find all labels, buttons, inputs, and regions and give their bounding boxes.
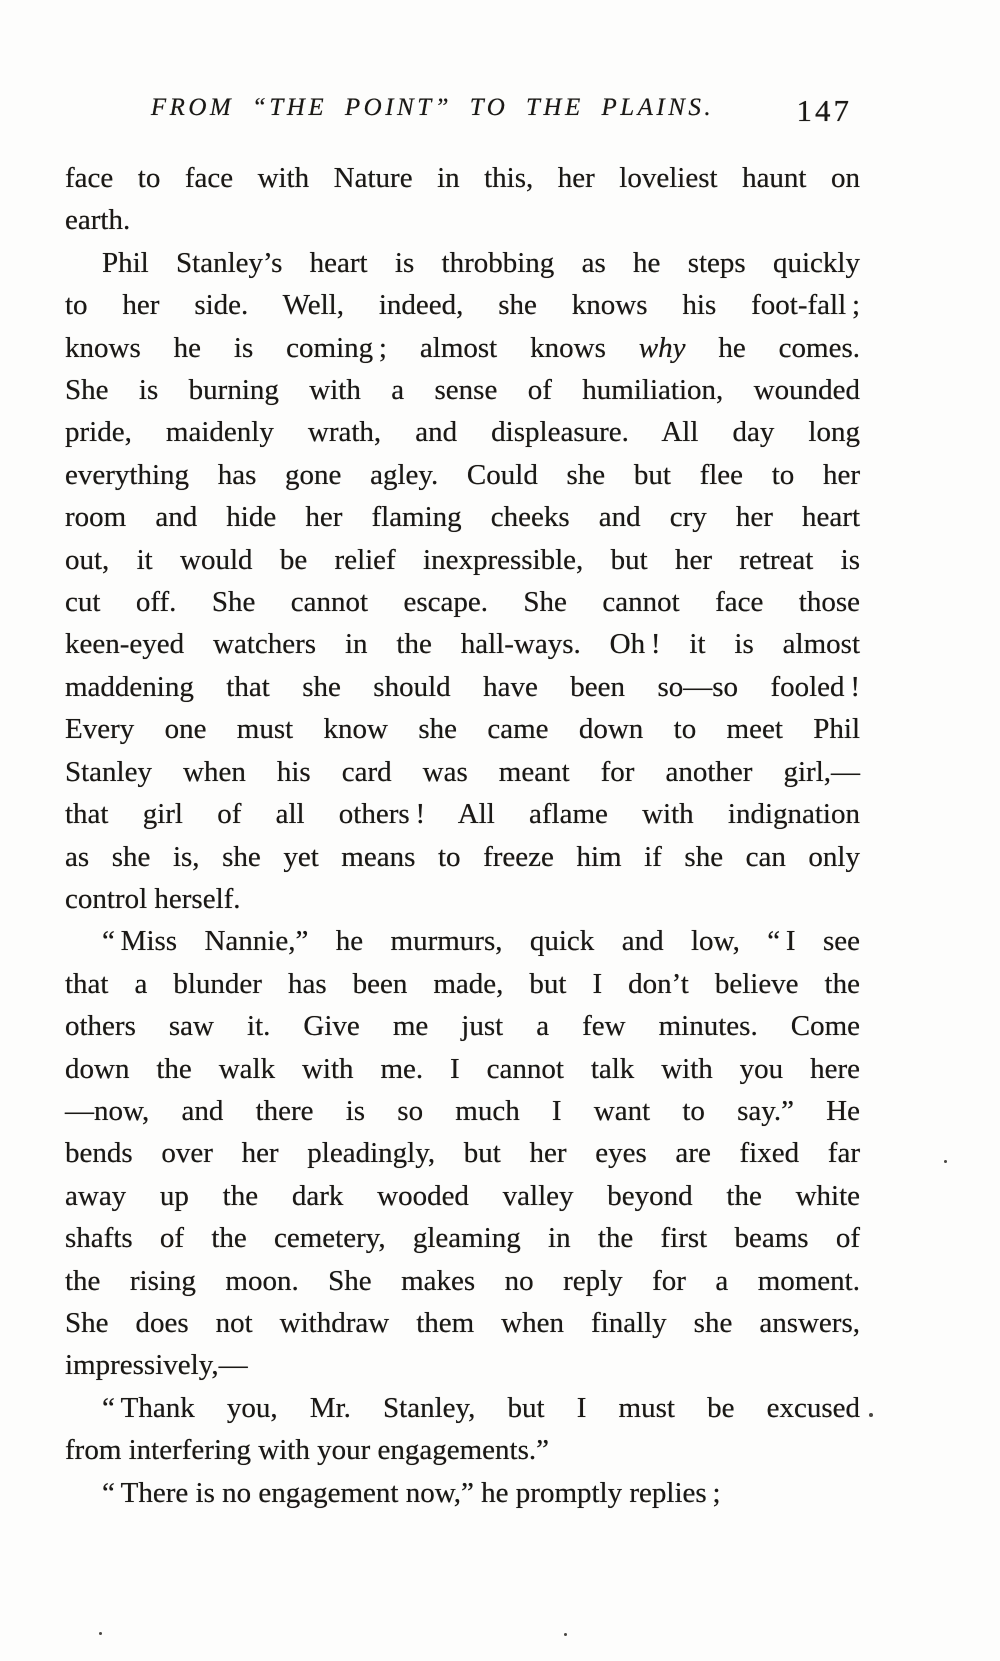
text-line: the rising moon. She makes no reply for a moment.: [65, 1264, 860, 1297]
text-line: everything has gone agley. Could she but flee to her: [65, 458, 860, 491]
scan-speck: [869, 1413, 873, 1417]
text-line: keen-eyed watchers in the hall-ways. Oh ! it is almost: [65, 628, 860, 661]
text-line: maddening that she should have been so—so fooled !: [65, 670, 860, 703]
text-line: earth.: [65, 204, 131, 237]
text-line: [65, 327, 860, 369]
scan-speck: [564, 1633, 567, 1636]
text-line: Stanley when his card was meant for another girl,—: [65, 755, 860, 788]
text-line: impressively,—: [65, 1349, 248, 1382]
text-line: others saw it. Give me just a few minutes. Come: [65, 1010, 860, 1043]
text-line: face to face with Nature in this, her loveliest haunt on: [65, 162, 860, 194]
text-line: as she is, she yet means to freeze him if she can only: [65, 840, 860, 873]
text-line: that girl of all others ! All aflame with indignation: [65, 798, 860, 831]
text-segment: he comes.: [718, 331, 860, 364]
body-text: [65, 157, 860, 1514]
text-line: Every one must know she came down to meet Phil: [65, 713, 860, 746]
page-number: 147: [796, 93, 852, 128]
text-line: She does not withdraw them when finally she answers,: [65, 1306, 860, 1339]
page-header: [65, 94, 860, 128]
text-line: away up the dark wooded valley beyond the white: [65, 1179, 860, 1212]
running-title: FROM “THE POINT” TO THE PLAINS.: [150, 94, 715, 121]
text-line: out, it would be relief inexpressible, but her retreat is: [65, 543, 860, 576]
text-line: —now, and there is so much I want to say.” He: [65, 1094, 860, 1127]
text-line: control herself.: [65, 882, 241, 915]
text-line: “ There is no engagement now,” he promptly replies ;: [102, 1476, 721, 1509]
scan-speck: [99, 1632, 102, 1635]
text-line: to her side. Well, indeed, she knows his foot-fall ;: [65, 289, 860, 322]
text-line: She is burning with a sense of humiliation, wounded: [65, 374, 860, 407]
text-line: pride, maidenly wrath, and displeasure. All day long: [65, 416, 860, 449]
text-segment: knows he is coming ; almost knows: [65, 331, 606, 364]
text-line: bends over her pleadingly, but her eyes are fixed far: [65, 1137, 860, 1170]
text-line: “ Miss Nannie,” he murmurs, quick and low, “ I see: [102, 925, 860, 958]
text-line: from interfering with your engagements.”: [65, 1434, 549, 1467]
text-line: down the walk with me. I cannot talk with you here: [65, 1052, 860, 1085]
italic-word: why: [638, 331, 686, 364]
text-line: “ Thank you, Mr. Stanley, but I must be excused: [102, 1391, 860, 1424]
text-line: cut off. She cannot escape. She cannot face those: [65, 586, 860, 619]
text-line: shafts of the cemetery, gleaming in the first beams of: [65, 1222, 860, 1255]
text-line: that a blunder has been made, but I don’t believe the: [65, 967, 860, 1000]
scan-speck: [944, 1160, 947, 1163]
text-line: Phil Stanley’s heart is throbbing as he steps quickly: [102, 246, 860, 279]
text-line: room and hide her flaming cheeks and cry her heart: [65, 501, 860, 534]
